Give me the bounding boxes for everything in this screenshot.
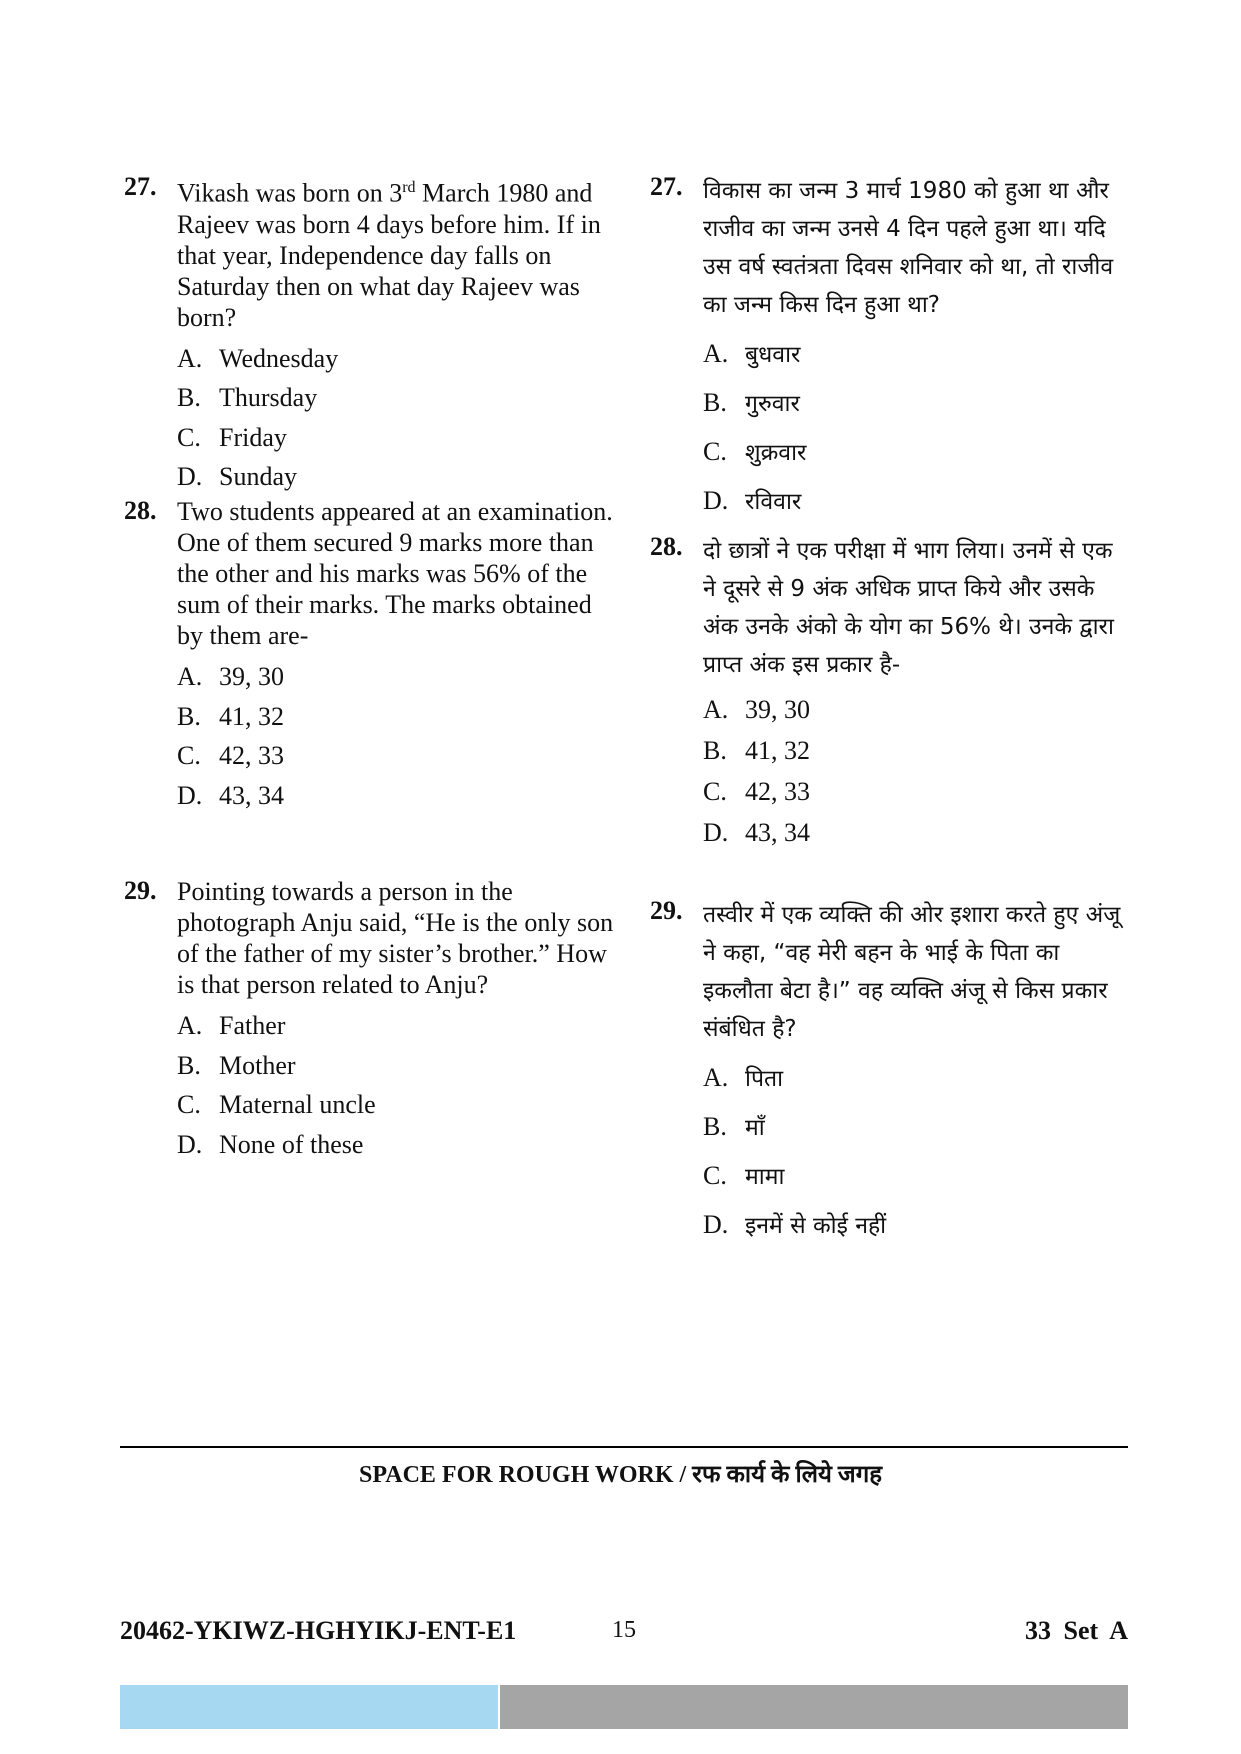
question-text: Two students appeared at an examination. One of them secured 9 marks more than the other and his marks was 56% of the sum of their marks. The marks obtained by them are- — [177, 497, 613, 650]
options — [703, 690, 1130, 854]
option-c: C. Friday — [177, 422, 287, 452]
option-c: C. Maternal uncle — [177, 1090, 376, 1119]
option-b: B. 41, 32 — [703, 736, 810, 765]
option-a: A. 39, 30 — [703, 695, 810, 724]
question-number: 27. — [124, 172, 157, 201]
option-b: B. Thursday — [177, 383, 318, 413]
footer-gray-bar — [500, 1685, 1128, 1729]
options — [703, 1054, 1130, 1250]
option-b: B. माँ — [703, 1112, 765, 1141]
question-text: दो छात्रों ने एक परीक्षा में भाग लिया। उनमें से एक ने दूसरे से 9 अंक अधिक प्राप्त किये और उसके अंक उनके अंको के योग का 56% थे। उनके द्वारा प्राप्त अंक इस प्रकार है- — [703, 538, 1114, 678]
option-a: A. पिता — [703, 1063, 784, 1092]
question-29-en — [124, 876, 624, 1164]
option-a: A. बुधवार — [703, 339, 801, 368]
question-text: तस्वीर में एक व्यक्ति की ओर इशारा करते हुए अंजू ने कहा, “वह मेरी बहन के भाई के पिता का इकलौता बेटा है।” वह व्यक्ति अंजू से किस प्रकार संबंधित है? — [703, 902, 1121, 1042]
question-number: 28. — [124, 496, 157, 525]
footer-page-number: 15 — [612, 1617, 636, 1643]
options — [177, 339, 624, 497]
question-text: Vikash was born on 3rd March 1980 and Rajeev was born 4 days before him. If in that year, Independence day falls on Saturday then on what day Rajeev was born? — [177, 178, 601, 332]
options — [177, 1006, 624, 1164]
option-c: C. 42, 33 — [177, 741, 284, 770]
option-b: B. 41, 32 — [177, 701, 284, 731]
option-d: D. रविवार — [703, 486, 802, 515]
option-b: B. Mother — [177, 1050, 296, 1080]
question-29-hi — [650, 896, 1130, 1250]
option-c: C. शुक्रवार — [703, 437, 807, 466]
option-a: A. Father — [177, 1011, 286, 1040]
options — [703, 330, 1130, 526]
footer-set-label: 33 Set A — [1025, 1616, 1128, 1645]
hindi-column — [650, 172, 1130, 1250]
question-27-en — [124, 172, 624, 496]
option-d: D. 43, 34 — [177, 780, 284, 810]
option-d: D. None of these — [177, 1129, 364, 1159]
question-27-hi — [650, 172, 1130, 532]
option-b: B. गुरुवार — [703, 388, 800, 417]
footer-booklet-code: 20462-YKIWZ-HGHYIKJ-ENT-E1 — [120, 1616, 517, 1645]
question-number: 27. — [650, 172, 683, 201]
option-c: C. 42, 33 — [703, 777, 810, 806]
english-column — [124, 172, 624, 1164]
option-d: D. इनमें से कोई नहीं — [703, 1210, 887, 1239]
question-28-hi — [650, 532, 1130, 896]
footer-blue-bar — [120, 1685, 498, 1729]
option-a: A. 39, 30 — [177, 662, 284, 691]
rough-work-divider — [120, 1446, 1128, 1448]
option-d: D. 43, 34 — [703, 818, 810, 847]
option-d: D. Sunday — [177, 462, 297, 492]
question-number: 28. — [650, 532, 683, 561]
question-text: विकास का जन्म 3 मार्च 1980 को हुआ था और राजीव का जन्म उनसे 4 दिन पहले हुआ था। यदि उस वर्ष स्वतंत्रता दिवस शनिवार को था, तो राजीव का जन्म किस दिन हुआ था? — [703, 178, 1114, 318]
option-c: C. मामा — [703, 1161, 785, 1190]
option-a: A. Wednesday — [177, 343, 339, 373]
question-28-en — [124, 496, 624, 876]
options — [177, 657, 624, 815]
rough-work-label: SPACE FOR ROUGH WORK / रफ कार्य के लिये जगह — [359, 1462, 882, 1488]
question-text: Pointing towards a person in the photograph Anju said, “He is the only son of the father of my sister’s brother.” How is that person related to Anju? — [177, 877, 614, 999]
question-number: 29. — [124, 876, 157, 905]
question-number: 29. — [650, 896, 683, 925]
